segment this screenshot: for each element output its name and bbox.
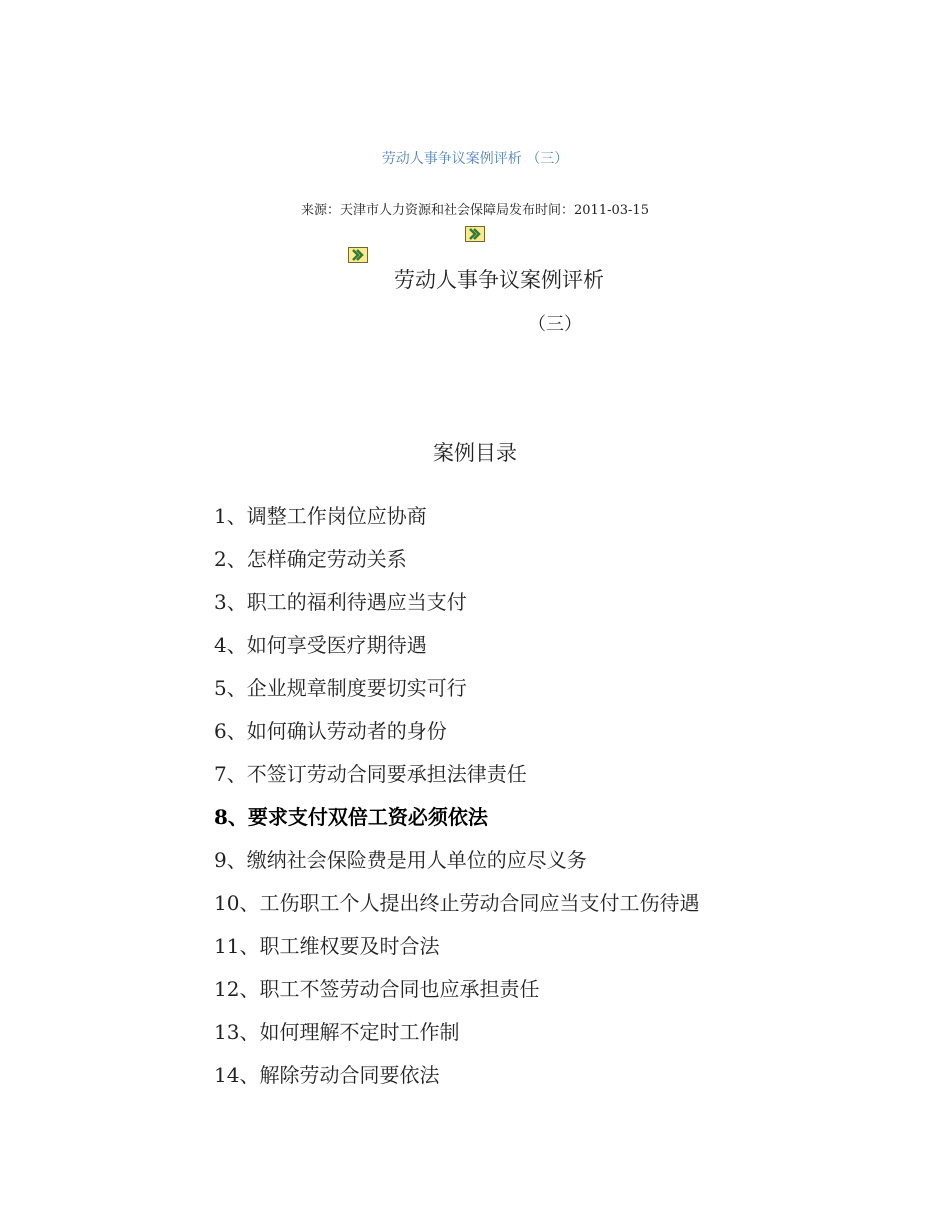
source-date-line: 来源：天津市人力资源和社会保障局发布时间：2011-03-15	[301, 203, 649, 218]
toc-item: 9、缴纳社会保险费是用人单位的应尽义务	[214, 848, 587, 872]
toc-item: 2、怎样确定劳动关系	[214, 547, 407, 571]
toc-item: 12、职工不签劳动合同也应承担责任	[214, 977, 540, 1001]
page-title[interactable]: 劳动人事争议案例评析 （三）	[381, 151, 569, 167]
arrow-icon[interactable]	[465, 226, 485, 242]
toc-item: 11、职工维权要及时合法	[214, 934, 440, 958]
document-heading: 劳动人事争议案例评析	[394, 268, 604, 292]
toc-heading: 案例目录	[433, 441, 517, 465]
toc-item: 7、不签订劳动合同要承担法律责任	[214, 762, 527, 786]
toc-item: 5、企业规章制度要切实可行	[214, 676, 467, 700]
toc-item: 10、工伤职工个人提出终止劳动合同应当支付工伤待遇	[214, 891, 700, 915]
toc-item: 1、调整工作岗位应协商	[214, 504, 427, 528]
toc-item: 14、解除劳动合同要依法	[214, 1063, 440, 1087]
arrow-icon[interactable]	[348, 247, 368, 263]
toc-item: 13、如何理解不定时工作制	[214, 1020, 460, 1044]
toc-item: 3、职工的福利待遇应当支付	[214, 590, 467, 614]
toc-list	[214, 501, 699, 1103]
document-subheading: （三）	[528, 314, 582, 335]
toc-item: 8、要求支付双倍工资必须依法	[214, 805, 488, 829]
toc-item: 4、如何享受医疗期待遇	[214, 633, 427, 657]
toc-item: 6、如何确认劳动者的身份	[214, 719, 447, 743]
